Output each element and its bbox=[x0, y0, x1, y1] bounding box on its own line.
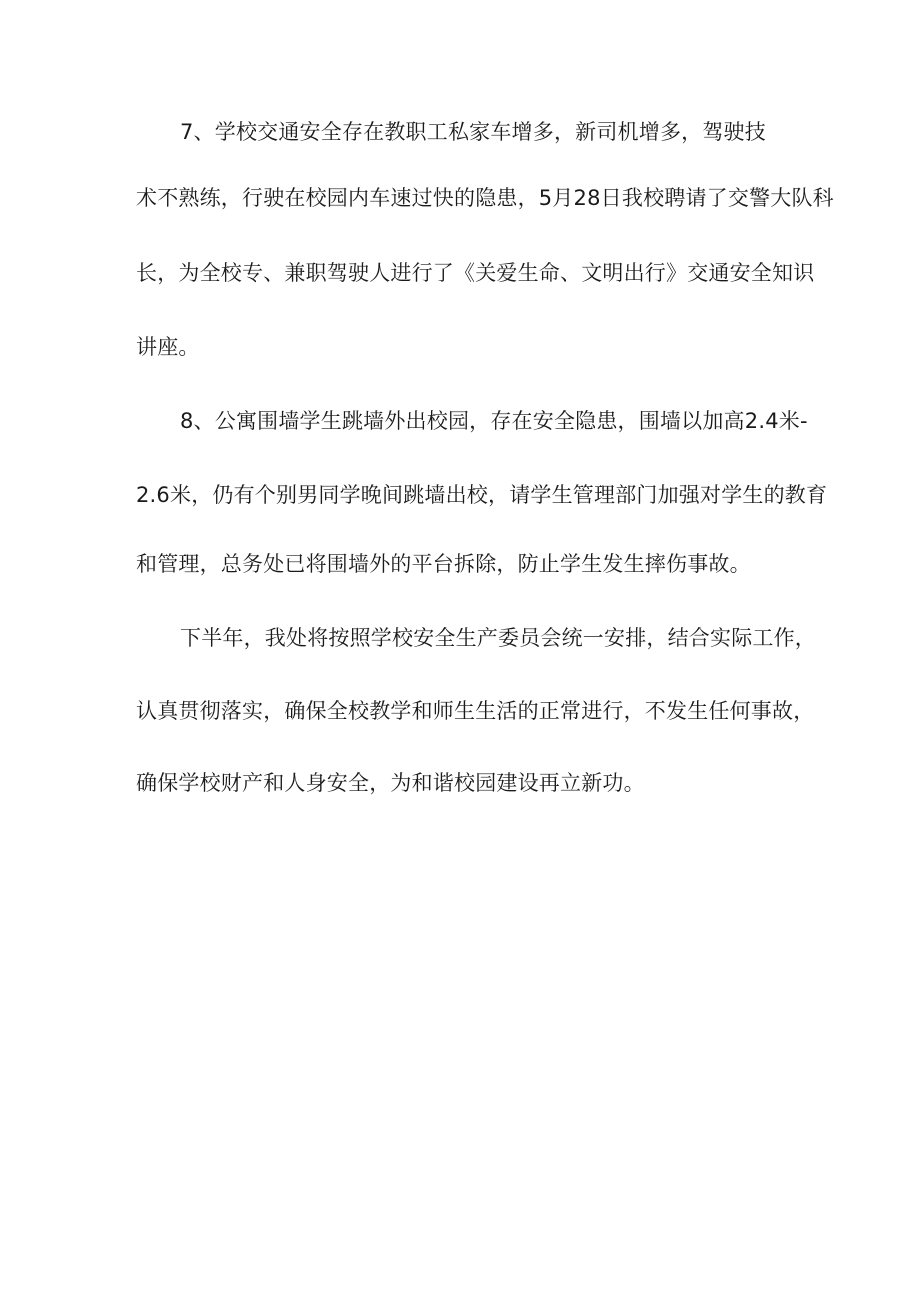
paragraph-3-line-1: 下半年，我处将按照学校安全生产委员会统一安排，结合实际工作， bbox=[180, 626, 816, 650]
paragraph-2-line-3: 和管理，总务处已将围墙外的平台拆除，防止学生发生摔伤事故。 bbox=[136, 552, 751, 576]
paragraph-1-line-1: 7、学校交通安全存在教职工私家车增多，新司机增多，驾驶技 bbox=[180, 120, 766, 144]
paragraph-2-line-1: 8、公寓围墙学生跳墙外出校园，存在安全隐患，围墙以加高2.4米- bbox=[180, 409, 808, 433]
paragraph-1-line-3: 长，为全校专、兼职驾驶人进行了《关爱生命、文明出行》交通安全知识 bbox=[136, 261, 815, 285]
paragraph-3-line-2: 认真贯彻落实，确保全校教学和师生生活的正常进行，不发生任何事故， bbox=[136, 699, 815, 723]
paragraph-2-line-2: 2.6米，仍有个别男同学晚间跳墙出校，请学生管理部门加强对学生的教育 bbox=[136, 483, 828, 507]
paragraph-1-line-4: 讲座。 bbox=[136, 335, 200, 359]
paragraph-1-line-2: 术不熟练，行驶在校园内车速过快的隐患，5月28日我校聘请了交警大队科 bbox=[136, 186, 834, 210]
paragraph-3-line-3: 确保学校财产和人身安全，为和谐校园建设再立新功。 bbox=[136, 771, 645, 795]
